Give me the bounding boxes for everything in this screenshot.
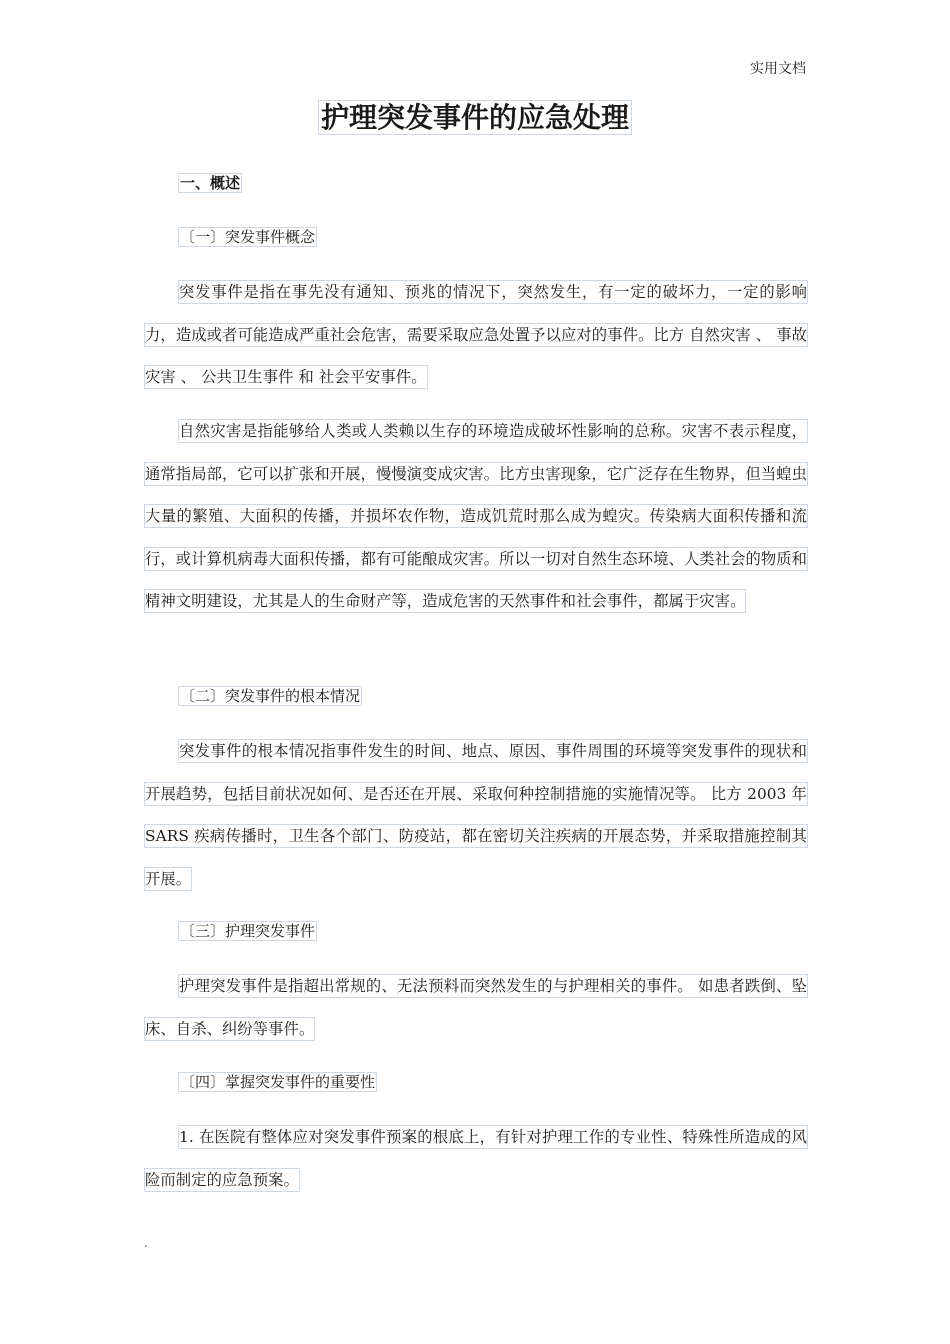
subsection-heading-importance: 〔四〕掌握突发事件的重要性 [180,1073,376,1091]
paragraph-concept: 突发事件是指在事先没有通知、预兆的情况下，突然发生，有一定的破坏力，一定的影响力，造成或者可能造成严重社会危害，需要采取应急处置予以应对的事件。比方 自然灾害 、 事故灾害 、 公共卫生事件 和 社会平安事件。 [144,271,808,399]
paragraph-natural-disaster: 自然灾害是指能够给人类或人类赖以生存的环境造成破坏性影响的总称。灾害不表示程度，通常指局部，它可以扩张和开展，慢慢演变成灾害。比方虫害现象，它广泛存在生物界，但当蝗虫大量的繁殖、大面积的传播，并损坏农作物，造成饥荒时那么成为蝗灾。传染病大面积传播和流行，或计算机病毒大面积传播，都有可能酿成灾害。所以一切对自然生态环境、人类社会的物质和精神文明建设，尤其是人的生命财产等，造成危害的天然事件和社会事件，都属于灾害。 [144,410,808,623]
footer-mark: . [144,1236,148,1250]
subsection-heading-concept: 〔一〕突发事件概念 [180,228,316,246]
subsection-heading-basic-situation: 〔二〕突发事件的根本情况 [180,687,361,705]
paragraph-basic-situation: 突发事件的根本情况指事件发生的时间、地点、原因、事件周围的环境等突发事件的现状和开展趋势，包括目前状况如何、是否还在开展、采取何种控制措施的实施情况等。 比方 2003 年 SARS 疾病传播时，卫生各个部门、防疫站，都在密切关注疾病的开展态势，并采取措施控制其开展。 [144,730,808,900]
document-title: 护理突发事件的应急处理 [0,96,950,140]
paragraph-nursing-emergency: 护理突发事件是指超出常规的、无法预料而突然发生的与护理相关的事件。 如患者跌倒、坠床、自杀、纠纷等事件。 [144,965,808,1050]
document-header-label: 实用文档 [750,61,806,77]
subsection-heading-nursing-emergency: 〔三〕护理突发事件 [180,922,316,940]
paragraph-importance-item-1: 1. 在医院有整体应对突发事件预案的根底上，有针对护理工作的专业性、特殊性所造成的风险而制定的应急预案。 [144,1116,808,1201]
section-heading-overview: 一、概述 [180,174,241,192]
